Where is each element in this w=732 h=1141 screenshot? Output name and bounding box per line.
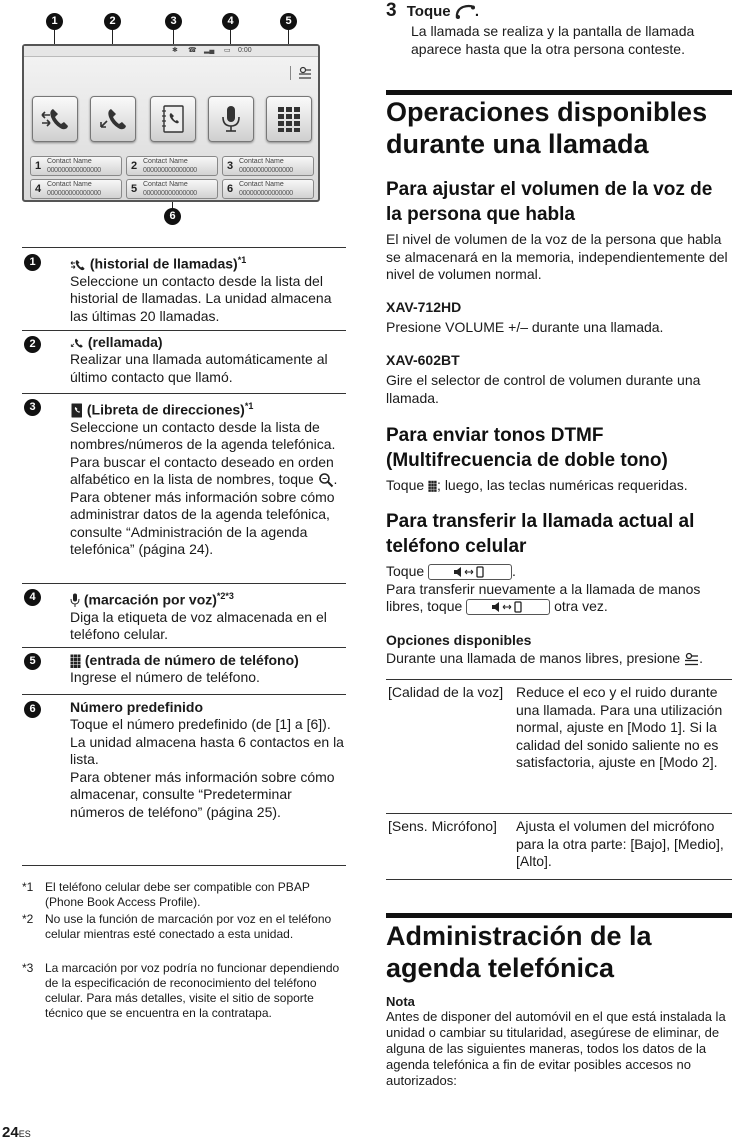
item-number-5: 5 (24, 653, 41, 670)
item-body: Seleccione un contacto desde la lista de nombres/números de la agenda telefónica. Para buscar el contacto deseado en orden alfabético en la lista de nombres, toque . (70, 418, 338, 488)
keypad-icon (428, 480, 437, 493)
preset-contact-name: Contact Name (239, 181, 284, 188)
search-icon (318, 472, 334, 488)
callout-2: 2 (104, 13, 121, 30)
item-title: (entrada de número de teléfono) (70, 651, 345, 669)
item-divider (22, 694, 346, 695)
item-divider (22, 247, 346, 248)
preset-number: 3 (227, 160, 234, 172)
preset-digits: 000000000000000 (143, 190, 197, 197)
menu-divider (290, 66, 291, 80)
call-icon (455, 4, 475, 20)
model-xav602bt: XAV-602BT (386, 352, 460, 368)
preset-button-6[interactable] (222, 179, 314, 199)
call-history-button[interactable] (32, 96, 78, 142)
footnote-3: *3 La marcación por voz podría no funcionar dependiendo de la especificación de reconocimiento del teléfono celular. Para más detalles, visite el sitio de soporte técnico que se encuentra en la contratapa. (22, 961, 340, 1020)
speaker-to-phone-icon (491, 601, 525, 613)
table-key-mic-sens: [Sens. Micrófono] (388, 818, 497, 834)
volume-body: El nivel de volumen de la voz de la persona que habla se almacenará en la memoria, independientemente del nivel de volumen normal. (386, 231, 728, 282)
table-rule (386, 813, 732, 814)
dtmf-body: Toque ; luego, las teclas numéricas requeridas. (386, 477, 688, 493)
callout-3: 3 (165, 13, 182, 30)
device-screen (22, 44, 320, 202)
section-title-operations: Operaciones disponibles durante una llamada (386, 97, 708, 159)
preset-digits: 000000000000000 (239, 190, 293, 197)
preset-digits: 000000000000000 (47, 167, 101, 174)
preset-digits: 000000000000000 (239, 167, 293, 174)
dtmf-heading: Para enviar tonos DTMF (Multifrecuencia de doble tono) (386, 425, 668, 471)
note-heading: Nota (386, 994, 415, 1009)
item-number-3: 3 (24, 399, 41, 416)
item-title: (rellamada) (70, 333, 345, 351)
item-voice-dial (70, 587, 345, 644)
callout-1: 1 (46, 13, 63, 30)
step-label: Toque (406, 3, 451, 20)
preset-contact-name: Contact Name (143, 181, 188, 188)
status-time: 0:00 (238, 47, 252, 54)
section-title-phonebook: Administración de la agenda telefónica (386, 921, 652, 983)
item-divider (22, 393, 346, 394)
preset-contact-name: Contact Name (239, 158, 284, 165)
voice-dial-icon (70, 593, 80, 608)
step-3: 3 Toque . La llamada se realiza y la pantalla de llamada aparece hasta que la otra persona conteste. (386, 0, 730, 58)
transfer-body: Toque . Para transferir nuevamente a la llamada de manos libres, toque otra vez. (386, 563, 701, 614)
status-bar (24, 46, 318, 57)
item-preset-number (70, 698, 345, 821)
preset-number: 1 (35, 160, 42, 172)
callout-6: 6 (164, 208, 181, 225)
table-value-voice-quality: Reduce el eco y el ruido durante una llamada. Para una utilización normal, ajuste en [Modo 1]. Si la calidad del sonido saliente no es satisfactoria, ajuste en [Modo 2]. (516, 684, 723, 770)
preset-number: 2 (131, 160, 138, 172)
transfer-back-button[interactable] (466, 599, 550, 615)
item-body: Realizar una llamada automáticamente al último contacto que llamó. (70, 351, 328, 385)
voice-dial-icon (215, 103, 247, 135)
call-history-icon (39, 103, 71, 135)
preset-number: 5 (131, 183, 138, 195)
item-redial (70, 333, 345, 386)
battery-icon: ▭ (224, 47, 231, 54)
keypad-icon (273, 103, 305, 135)
preset-contact-name: Contact Name (47, 158, 92, 165)
item-body-2: La unidad almacena hasta 6 contactos en la lista. (70, 733, 344, 767)
table-value-mic-sens: Ajusta el volumen del micrófono para la otra parte: [Bajo], [Medio], [Alto]. (516, 818, 724, 869)
item-body: Toque el número predefinido (de [1] a [6]). (70, 716, 331, 732)
transfer-heading: Para transferir la llamada actual al teléfono celular (386, 511, 695, 557)
model-xav712hd-body: Presione VOLUME +/– durante una llamada. (386, 319, 664, 335)
model-xav712hd: XAV-712HD (386, 299, 462, 315)
keypad-button[interactable] (266, 96, 312, 142)
step-body: La llamada se realiza y la pantalla de llamada aparece hasta que la otra persona conteste. (411, 23, 695, 57)
item-number-4: 4 (24, 589, 41, 606)
preset-button-2[interactable] (126, 156, 218, 176)
signal-icon: ▂▄ (204, 47, 215, 54)
options-body: Durante una llamada de manos libres, presione . (386, 650, 703, 666)
redial-icon (70, 336, 84, 350)
page-number: 24ES (2, 1124, 31, 1141)
phonebook-icon (157, 103, 189, 135)
preset-number: 4 (35, 183, 42, 195)
preset-button-3[interactable] (222, 156, 314, 176)
item-body-3: Para obtener más información sobre cómo almacenar, consulte “Predeterminar números de teléfono” (página 25). (70, 768, 335, 820)
item-body: Ingrese el número de teléfono. (70, 669, 260, 685)
preset-contact-name: Contact Name (47, 181, 92, 188)
item-phonebook (70, 397, 345, 559)
options-heading: Opciones disponibles (386, 632, 532, 648)
table-rule (386, 679, 732, 680)
step-number: 3 (386, 0, 397, 21)
item-divider (22, 330, 346, 331)
item-body: Seleccione un contacto desde la lista del historial de llamadas. La unidad almacena las últimas 20 llamadas. (70, 272, 332, 324)
item-number-6: 6 (24, 701, 41, 718)
item-divider (22, 583, 346, 584)
preset-button-1[interactable] (30, 156, 122, 176)
item-call-history (70, 251, 345, 325)
phonebook-icon (70, 403, 83, 418)
phonebook-button[interactable] (150, 96, 196, 142)
redial-button[interactable] (90, 96, 136, 142)
callout-5: 5 (280, 13, 297, 30)
note-body: Antes de disponer del automóvil en el que está instalada la unidad o cambiar su titularidad, asegúrese de eliminar, de alguna de las siguientes maneras, todos los datos de la agenda telefónica a fin de evitar posibles accesos no autorizados: (386, 1009, 726, 1088)
footnote-2: *2 No use la función de marcación por voz en el teléfono celular mientras esté conectado a esta unidad. (22, 912, 332, 941)
redial-icon (97, 103, 129, 135)
table-rule (386, 879, 732, 880)
preset-digits: 000000000000000 (47, 190, 101, 197)
model-xav602bt-body: Gire el selector de control de volumen durante una llamada. (386, 372, 701, 406)
item-divider (22, 865, 346, 866)
voice-dial-button[interactable] (208, 96, 254, 142)
call-history-icon (70, 258, 86, 272)
item-body-more: Para obtener más información sobre cómo administrar datos de la agenda telefónica, consulte “Administración de la agenda telefónica” (página 24). (70, 488, 335, 558)
item-title: (Libreta de direcciones)$^{*1}$ (70, 397, 345, 419)
phone-icon: ☎ (188, 47, 197, 54)
bt-icon: ✱ (172, 47, 178, 54)
keypad-icon (70, 654, 81, 669)
table-key-voice-quality: [Calidad de la voz] (388, 684, 504, 700)
item-title: Número predefinido (70, 699, 204, 715)
preset-digits: 000000000000000 (143, 167, 197, 174)
item-divider (22, 647, 346, 648)
item-number-2: 2 (24, 336, 41, 353)
section-rule (386, 913, 732, 918)
item-number-entry (70, 651, 345, 687)
item-title: (historial de llamadas)$^{*1}$ (70, 251, 345, 273)
preset-contact-name: Contact Name (143, 158, 188, 165)
item-number-1: 1 (24, 254, 41, 271)
callout-4: 4 (222, 13, 239, 30)
speaker-to-phone-icon (453, 566, 487, 578)
options-icon (684, 652, 699, 666)
footnote-1: *1 El teléfono celular debe ser compatible con PBAP (Phone Book Access Profile). (22, 880, 310, 909)
item-title: (marcación por voz)$^{*2*3}$ (70, 587, 345, 609)
preset-button-5[interactable] (126, 179, 218, 199)
preset-number: 6 (227, 183, 234, 195)
preset-button-4[interactable] (30, 179, 122, 199)
item-body: Diga la etiqueta de voz almacenada en el teléfono celular. (70, 608, 327, 643)
section-rule (386, 90, 732, 95)
transfer-button[interactable] (428, 564, 512, 580)
options-icon[interactable] (298, 66, 312, 80)
volume-heading: Para ajustar el volumen de la voz de la persona que habla (386, 179, 713, 225)
